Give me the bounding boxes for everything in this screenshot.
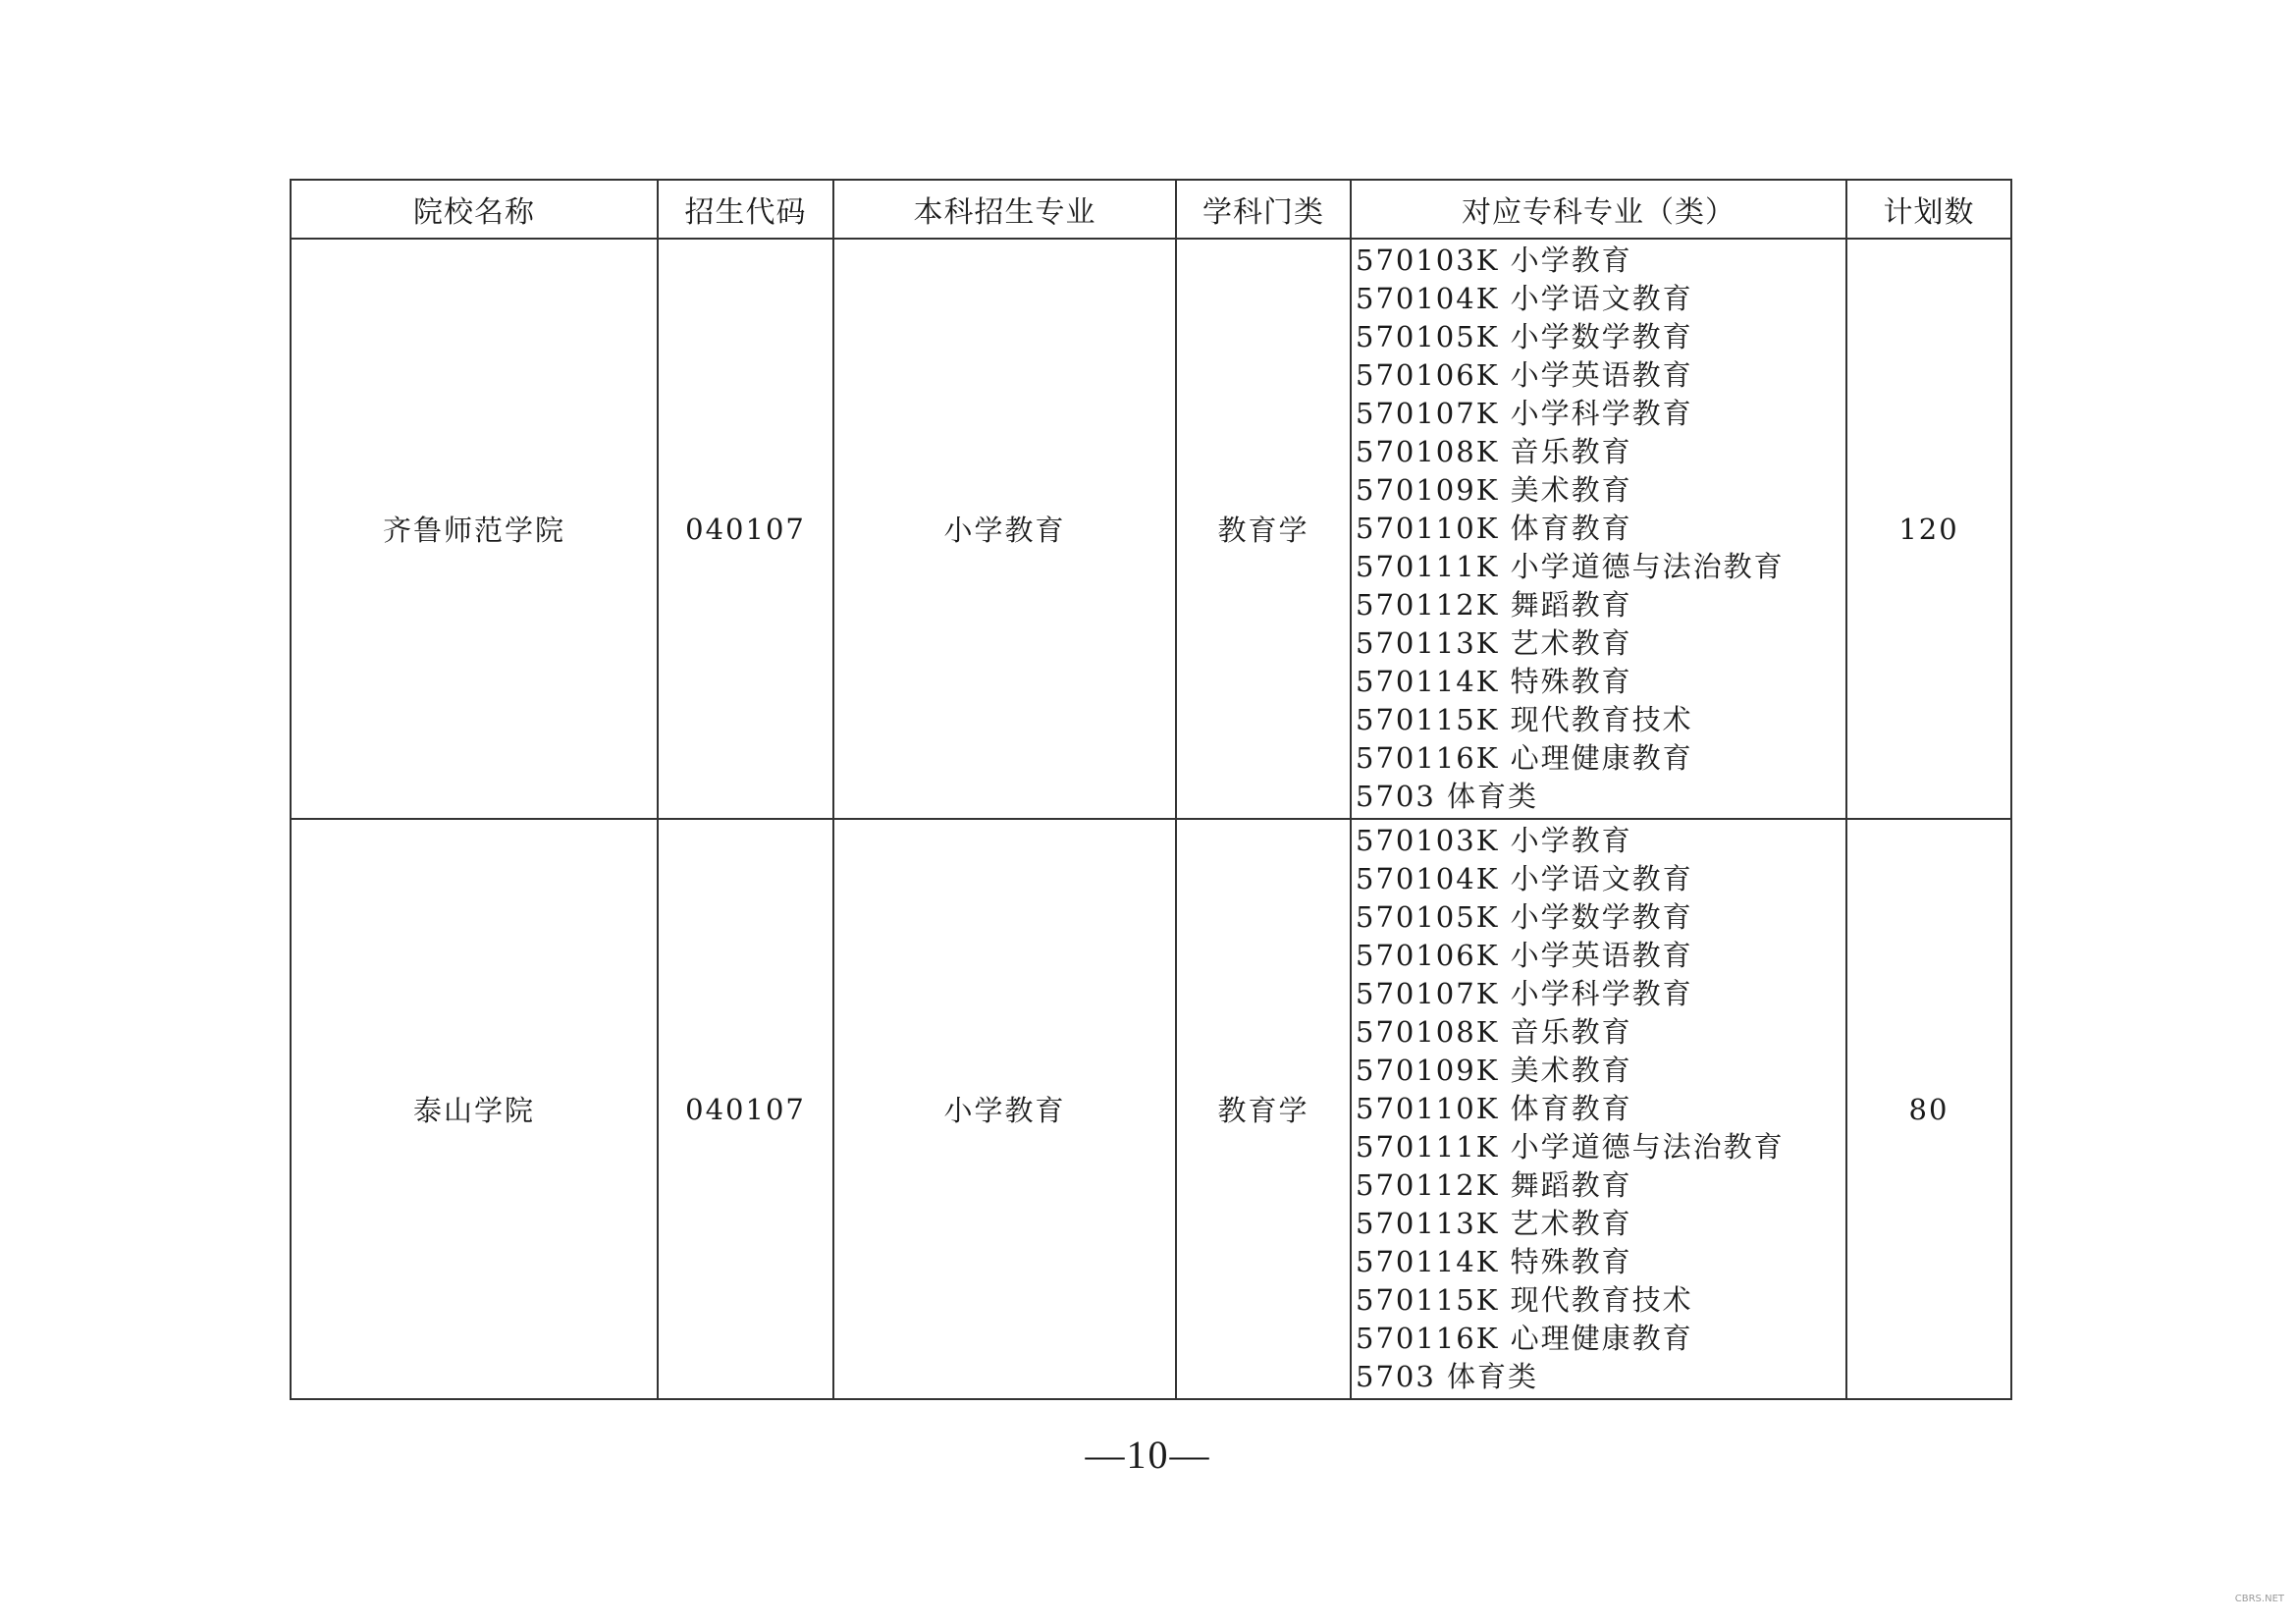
watermark: CBRS.NET bbox=[2234, 1594, 2284, 1604]
related-major-item: 570111K 小学道德与法治教育 bbox=[1356, 550, 1785, 583]
related-major-item: 570103K 小学教育 bbox=[1356, 824, 1632, 857]
related-majors-cell bbox=[1351, 239, 1846, 819]
related-major-item: 570114K 特殊教育 bbox=[1356, 1245, 1632, 1278]
header-discipline-category: 学科门类 bbox=[1176, 180, 1351, 239]
school-name-cell: 泰山学院 bbox=[291, 819, 658, 1399]
related-major-item: 570104K 小学语文教育 bbox=[1356, 862, 1693, 895]
enrollment-plan-table bbox=[290, 179, 2012, 1400]
related-major-item: 570110K 体育教育 bbox=[1356, 1092, 1632, 1125]
related-major-item: 570107K 小学科学教育 bbox=[1356, 977, 1693, 1010]
discipline-category-cell: 教育学 bbox=[1176, 239, 1351, 819]
related-major-item: 570108K 音乐教育 bbox=[1356, 1015, 1632, 1049]
enrollment-code-cell: 040107 bbox=[658, 239, 833, 819]
related-major-item: 570113K 艺术教育 bbox=[1356, 626, 1632, 660]
header-related-majors: 对应专科专业（类） bbox=[1351, 180, 1846, 239]
undergrad-major-cell: 小学教育 bbox=[833, 819, 1176, 1399]
related-major-item: 570107K 小学科学教育 bbox=[1356, 397, 1693, 430]
enrollment-code-cell: 040107 bbox=[658, 819, 833, 1399]
related-major-item: 570113K 艺术教育 bbox=[1356, 1207, 1632, 1240]
related-major-item: 570105K 小学数学教育 bbox=[1356, 320, 1693, 353]
related-major-item: 570109K 美术教育 bbox=[1356, 1054, 1632, 1087]
related-major-item: 570115K 现代教育技术 bbox=[1356, 1283, 1693, 1317]
related-major-item: 570106K 小学英语教育 bbox=[1356, 939, 1693, 972]
related-major-item: 570105K 小学数学教育 bbox=[1356, 900, 1693, 934]
related-major-item: 570112K 舞蹈教育 bbox=[1356, 588, 1632, 622]
related-major-item: 570116K 心理健康教育 bbox=[1356, 741, 1693, 775]
related-major-item: 5703 体育类 bbox=[1356, 780, 1539, 813]
related-major-item: 570103K 小学教育 bbox=[1356, 244, 1632, 277]
related-major-item: 570111K 小学道德与法治教育 bbox=[1356, 1130, 1785, 1164]
plan-count-cell: 80 bbox=[1846, 819, 2011, 1399]
related-major-item: 570106K 小学英语教育 bbox=[1356, 358, 1693, 392]
undergrad-major-cell: 小学教育 bbox=[833, 239, 1176, 819]
header-enrollment-code: 招生代码 bbox=[658, 180, 833, 239]
related-major-item: 570116K 心理健康教育 bbox=[1356, 1322, 1693, 1355]
related-majors-list bbox=[1356, 242, 1845, 816]
related-major-item: 570104K 小学语文教育 bbox=[1356, 282, 1693, 315]
table-row bbox=[291, 819, 2011, 1399]
related-major-item: 5703 体育类 bbox=[1356, 1360, 1539, 1393]
related-major-item: 570114K 特殊教育 bbox=[1356, 665, 1632, 698]
related-major-item: 570112K 舞蹈教育 bbox=[1356, 1168, 1632, 1202]
table-header-row bbox=[291, 180, 2011, 239]
header-undergrad-major: 本科招生专业 bbox=[833, 180, 1176, 239]
related-major-item: 570108K 音乐教育 bbox=[1356, 435, 1632, 468]
related-majors-cell bbox=[1351, 819, 1846, 1399]
header-plan-count: 计划数 bbox=[1846, 180, 2011, 239]
plan-count-cell: 120 bbox=[1846, 239, 2011, 819]
related-major-item: 570110K 体育教育 bbox=[1356, 512, 1632, 545]
table-row bbox=[291, 239, 2011, 819]
related-major-item: 570115K 现代教育技术 bbox=[1356, 703, 1693, 736]
related-majors-list bbox=[1356, 822, 1845, 1396]
school-name-cell: 齐鲁师范学院 bbox=[291, 239, 658, 819]
discipline-category-cell: 教育学 bbox=[1176, 819, 1351, 1399]
page-number: —10— bbox=[1085, 1433, 1211, 1477]
header-school-name: 院校名称 bbox=[291, 180, 658, 239]
related-major-item: 570109K 美术教育 bbox=[1356, 473, 1632, 507]
